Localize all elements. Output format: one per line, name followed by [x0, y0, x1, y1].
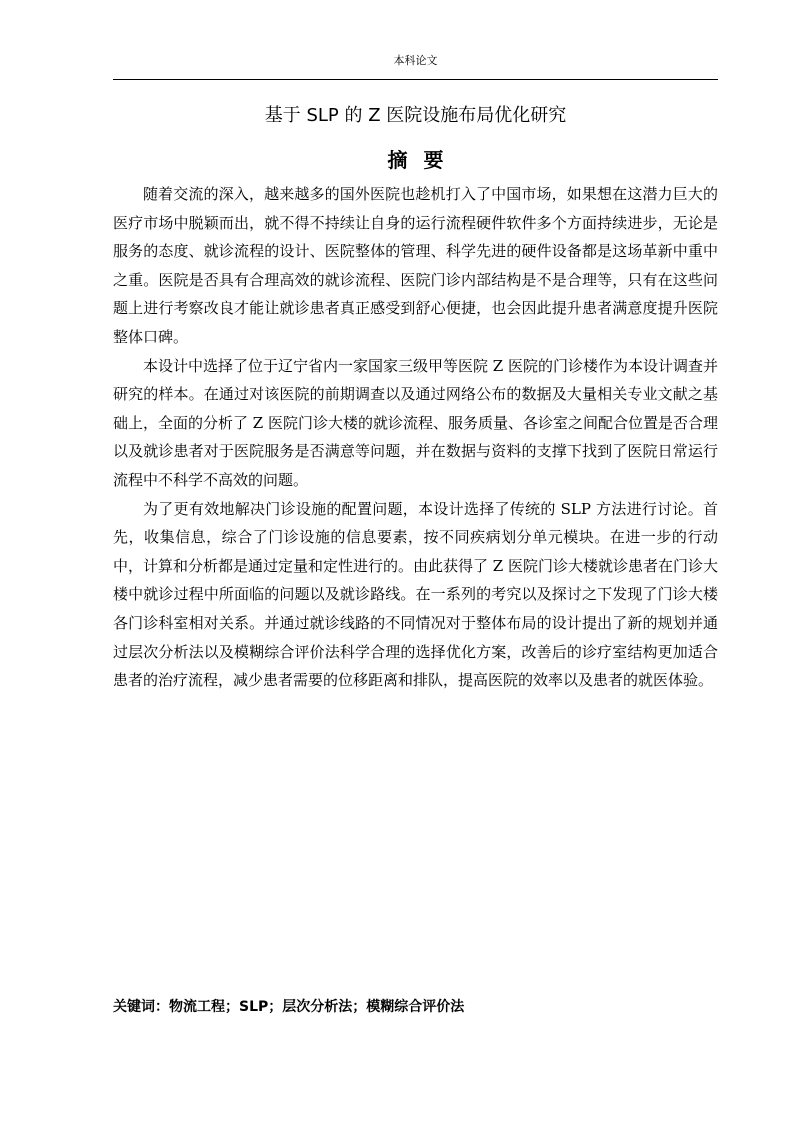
- abstract-paragraph: 随着交流的深入，越来越多的国外医院也趁机打入了中国市场，如果想在这潜力巨大的医疗市场中脱颖而出，就不得不持续让自身的运行流程硬件软件多个方面持续进步，无论是服务的态度、就诊流程的设计、医院整体的管理、科学先进的硬件设备都是这场革新中重中之重。医院是否具有合理高效的就诊流程、医院门诊内部结构是不是合理等，只有在这些问题上进行考察改良才能让就诊患者真正感受到舒心便捷，也会因此提升患者满意度提升医院整体口碑。: [113, 185, 718, 346]
- abstract-body: [113, 180, 718, 695]
- running-header: 本科论文: [393, 54, 438, 67]
- abstract-paragraph: 为了更有效地解决门诊设施的配置问题，本设计选择了传统的 SLP 方法进行讨论。首先，收集信息，综合了门诊设施的信息要素，按不同疾病划分单元模块。在进一步的行动中，计算和分析都是通过定量和定性进行的。由此获得了 Z 医院门诊大楼就诊患者在门诊大楼中就诊过程中所面临的问题以及就诊路线。在一系列的考究以及探讨之下发现了门诊大楼各门诊科室相对关系。并通过就诊线路的不同情况对于整体布局的设计提出了新的规划并通过层次分析法以及模糊综合评价法科学合理的选择优化方案，改善后的诊疗室结构更加适合患者的治疗流程，减少患者需要的位移距离和排队，提高医院的效率以及患者的就医体验。: [113, 499, 718, 690]
- header-divider: [113, 79, 718, 80]
- abstract-paragraph: 本设计中选择了位于辽宁省内一家国家三级甲等医院 Z 医院的门诊楼作为本设计调查并研究的样本。在通过对该医院的前期调查以及通过网络公布的数据及大量相关专业文献之基础上，全面的分析了 Z 医院门诊大楼的就诊流程、服务质量、各诊室之间配合位置是否合理以及就诊患者对于医院服务是否满意等问题，并在数据与资料的支撑下找到了医院日常运行流程中不科学不高效的问题。: [113, 356, 718, 489]
- keywords: 关键词：物流工程；SLP；层次分析法；模糊综合评价法: [113, 999, 465, 1015]
- paper-title: 基于 SLP 的 Z 医院设施布局优化研究: [264, 105, 567, 126]
- abstract-heading: 摘要: [387, 148, 460, 172]
